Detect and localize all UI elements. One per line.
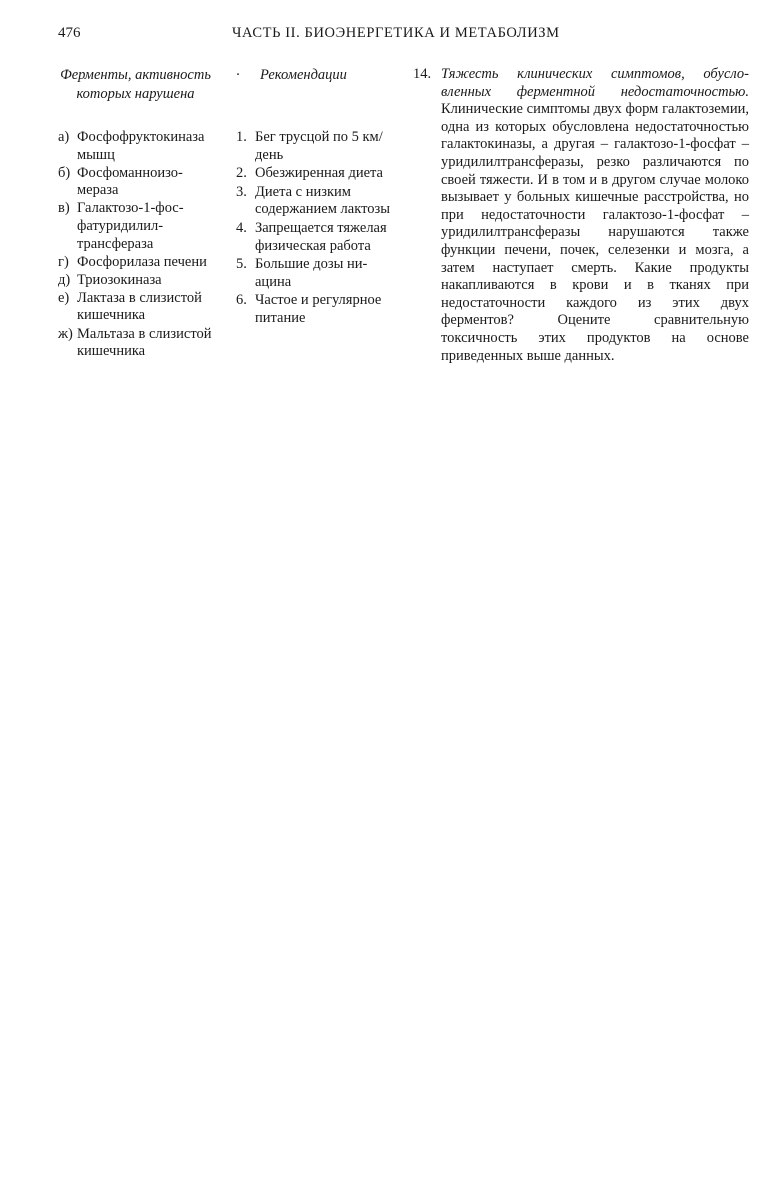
recommendation-item [236, 129, 392, 164]
recommendation-item [236, 256, 392, 291]
enzyme-item [58, 326, 218, 361]
recommendation-marker: 6. [236, 292, 247, 309]
recommendations-column-header: · Рекомендации [236, 67, 347, 83]
recommendation-item [236, 292, 392, 327]
enzyme-item [58, 272, 218, 290]
enzyme-text: Фосфоманноизомераза [77, 164, 183, 199]
enzyme-item [58, 254, 218, 272]
recommendation-list [236, 129, 392, 329]
recommendation-text: Бег трусцой по 5 км/день [255, 129, 383, 163]
enzyme-text: Триозокиназа [77, 271, 162, 288]
enzyme-text: Галактозо-1-фосфатуридилилтрансфераза [77, 200, 184, 252]
recommendation-marker: 3. [236, 183, 247, 200]
recommendation-item [236, 165, 392, 183]
enzyme-item [58, 165, 218, 200]
recommendation-text: Запрещается тяжелая физическая работа [255, 219, 387, 254]
recommendation-text: Диета с низким содержанием лактозы [255, 183, 390, 218]
running-title: ЧАСТЬ II. БИОЭНЕРГЕТИКА И МЕТАБОЛИЗМ [232, 25, 560, 41]
recommendation-marker: 1. [236, 129, 247, 145]
enzyme-marker: д) [58, 271, 71, 288]
recommendation-text: Обезжиренная диета [255, 165, 383, 182]
problem-title: Тяжесть клинических симптомов, обусловленных ферментной недостаточностью. [441, 66, 749, 100]
enzyme-item [58, 129, 218, 164]
enzyme-item [58, 290, 218, 325]
enzyme-marker: в) [58, 200, 70, 217]
enzyme-list [58, 129, 218, 361]
recommendation-marker: 2. [236, 165, 247, 182]
page-number: 476 [58, 25, 81, 41]
enzymes-column-header: Ферменты, активность которых нарушена [60, 67, 211, 102]
problem-text: Клинические симптомы двух форм галактоземии, одна из которых обусловлена недостаточностью галактокиназы, а другая – галактозо-1-фосфат – уридилилтрансферазы, резко различаются по своей тяжести. И в том и в другом случае молоко вызывает у больных кишечные расстройства, но при недостаточности галактозо-1-фосфат – уридилилтрансферазы нарушаются также функции печени, почек, селезенки и мозга, а затем наступает смерть. Какие продукты накапливаются в крови и в тканях при недостаточности каждого из этих двух ферментов? Оцените сравнительную токсичность этих продуктов на основе приведенных выше данных. [441, 101, 749, 364]
enzyme-text: Фосфофруктокиназа мышц [77, 129, 205, 163]
enzyme-text: Мальтаза в слизистой кишечника [77, 325, 212, 360]
problem-body [441, 66, 749, 365]
recommendation-marker: 4. [236, 219, 247, 236]
recommendation-item [236, 220, 392, 255]
enzyme-item [58, 200, 218, 253]
enzyme-marker: ж) [58, 325, 73, 342]
enzyme-text: Лактаза в слизистой кишечника [77, 289, 202, 324]
enzyme-text: Фосфорилаза печени [77, 253, 207, 270]
recommendation-text: Большие дозы ниацина [255, 256, 368, 290]
recommendations-column-header-text: Рекомендации [260, 67, 347, 83]
problem-number: 14. [413, 66, 432, 82]
problem-14 [413, 66, 749, 365]
enzyme-marker: а) [58, 129, 70, 145]
recommendation-item [236, 184, 392, 219]
enzyme-marker: б) [58, 164, 71, 181]
enzyme-marker: г) [58, 253, 69, 270]
recommendation-marker: 5. [236, 256, 247, 273]
enzyme-marker: е) [58, 289, 70, 306]
recommendation-text: Частое и регулярное питание [255, 292, 382, 326]
